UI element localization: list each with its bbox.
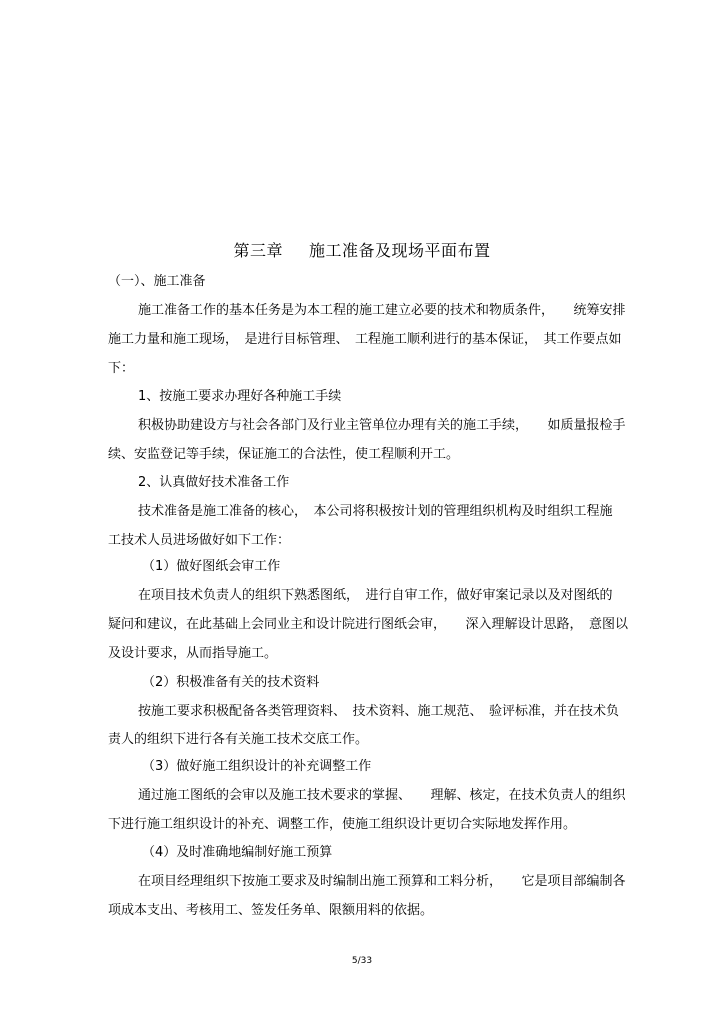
paragraph-line: 施工准备工作的基本任务是为本工程的施工建立必要的技术和物质条件， 统筹安排 <box>138 303 626 318</box>
paragraph-line: 工技术人员进场做好如下工作： <box>108 533 291 548</box>
chapter-number: 第三章 <box>233 241 283 260</box>
chapter-name: 施工准备及现场平面布置 <box>309 241 491 260</box>
paragraph-line: 在项目经理组织下按施工要求及时编制出施工预算和工料分析， 它是项目部编制各 <box>138 874 626 889</box>
paragraph-line: 按施工要求积极配备各类管理资料、 技术资料、施工规范、 验评标准，并在技术负 <box>138 704 620 719</box>
subheading: （4）及时准确地编制好施工预算 <box>142 845 333 860</box>
paragraph-line: 施工力量和施工现场， 是进行目标管理、 工程施工顺利进行的基本保证， 其工作要点如 <box>108 332 622 347</box>
page-number: 5/33 <box>351 956 373 966</box>
paragraph-line: 通过施工图纸的会审以及施工技术要求的掌握、 理解、核定，在技术负责人的组织 <box>138 788 626 803</box>
paragraph-line: 续、安监登记等手续，保证施工的合法性，使工程顺利开工。 <box>108 447 460 462</box>
paragraph-line: 责人的组织下进行各有关施工技术交底工作。 <box>108 732 369 747</box>
paragraph-line: 在项目技术负责人的组织下熟悉图纸， 进行自审工作，做好审案记录以及对图纸的 <box>138 588 613 603</box>
paragraph-line: 项成本支出、考核用工、签发任务单、限额用料的依据。 <box>108 903 434 918</box>
subheading: （2）积极准备有关的技术资料 <box>142 675 320 690</box>
paragraph-line: 积极协助建设方与社会各部门及行业主管单位办理有关的施工手续， 如质量报检手 <box>138 418 626 433</box>
paragraph-line: 下： <box>108 361 135 376</box>
paragraph-line: 疑问和建议，在此基础上会同业主和设计院进行图纸会审， 深入理解设计思路， 意图以 <box>108 617 629 632</box>
chapter-title <box>0 238 724 261</box>
section-heading: （一）、施工准备 <box>108 274 206 289</box>
subheading: （1）做好图纸会审工作 <box>142 559 281 574</box>
subheading: （3）做好施工组织设计的补充调整工作 <box>142 759 372 774</box>
paragraph-line: 技术准备是施工准备的核心， 本公司将积极按计划的管理组织机构及时组织工程施 <box>138 504 613 519</box>
subheading: 1、按施工要求办理好各种施工手续 <box>138 389 342 404</box>
paragraph-line: 及设计要求，从而指导施工。 <box>108 646 278 661</box>
paragraph-line: 下进行施工组织设计的补充、调整工作，使施工组织设计更切合实际地发挥作用。 <box>108 817 577 832</box>
subheading: 2、认真做好技术准备工作 <box>138 475 290 490</box>
